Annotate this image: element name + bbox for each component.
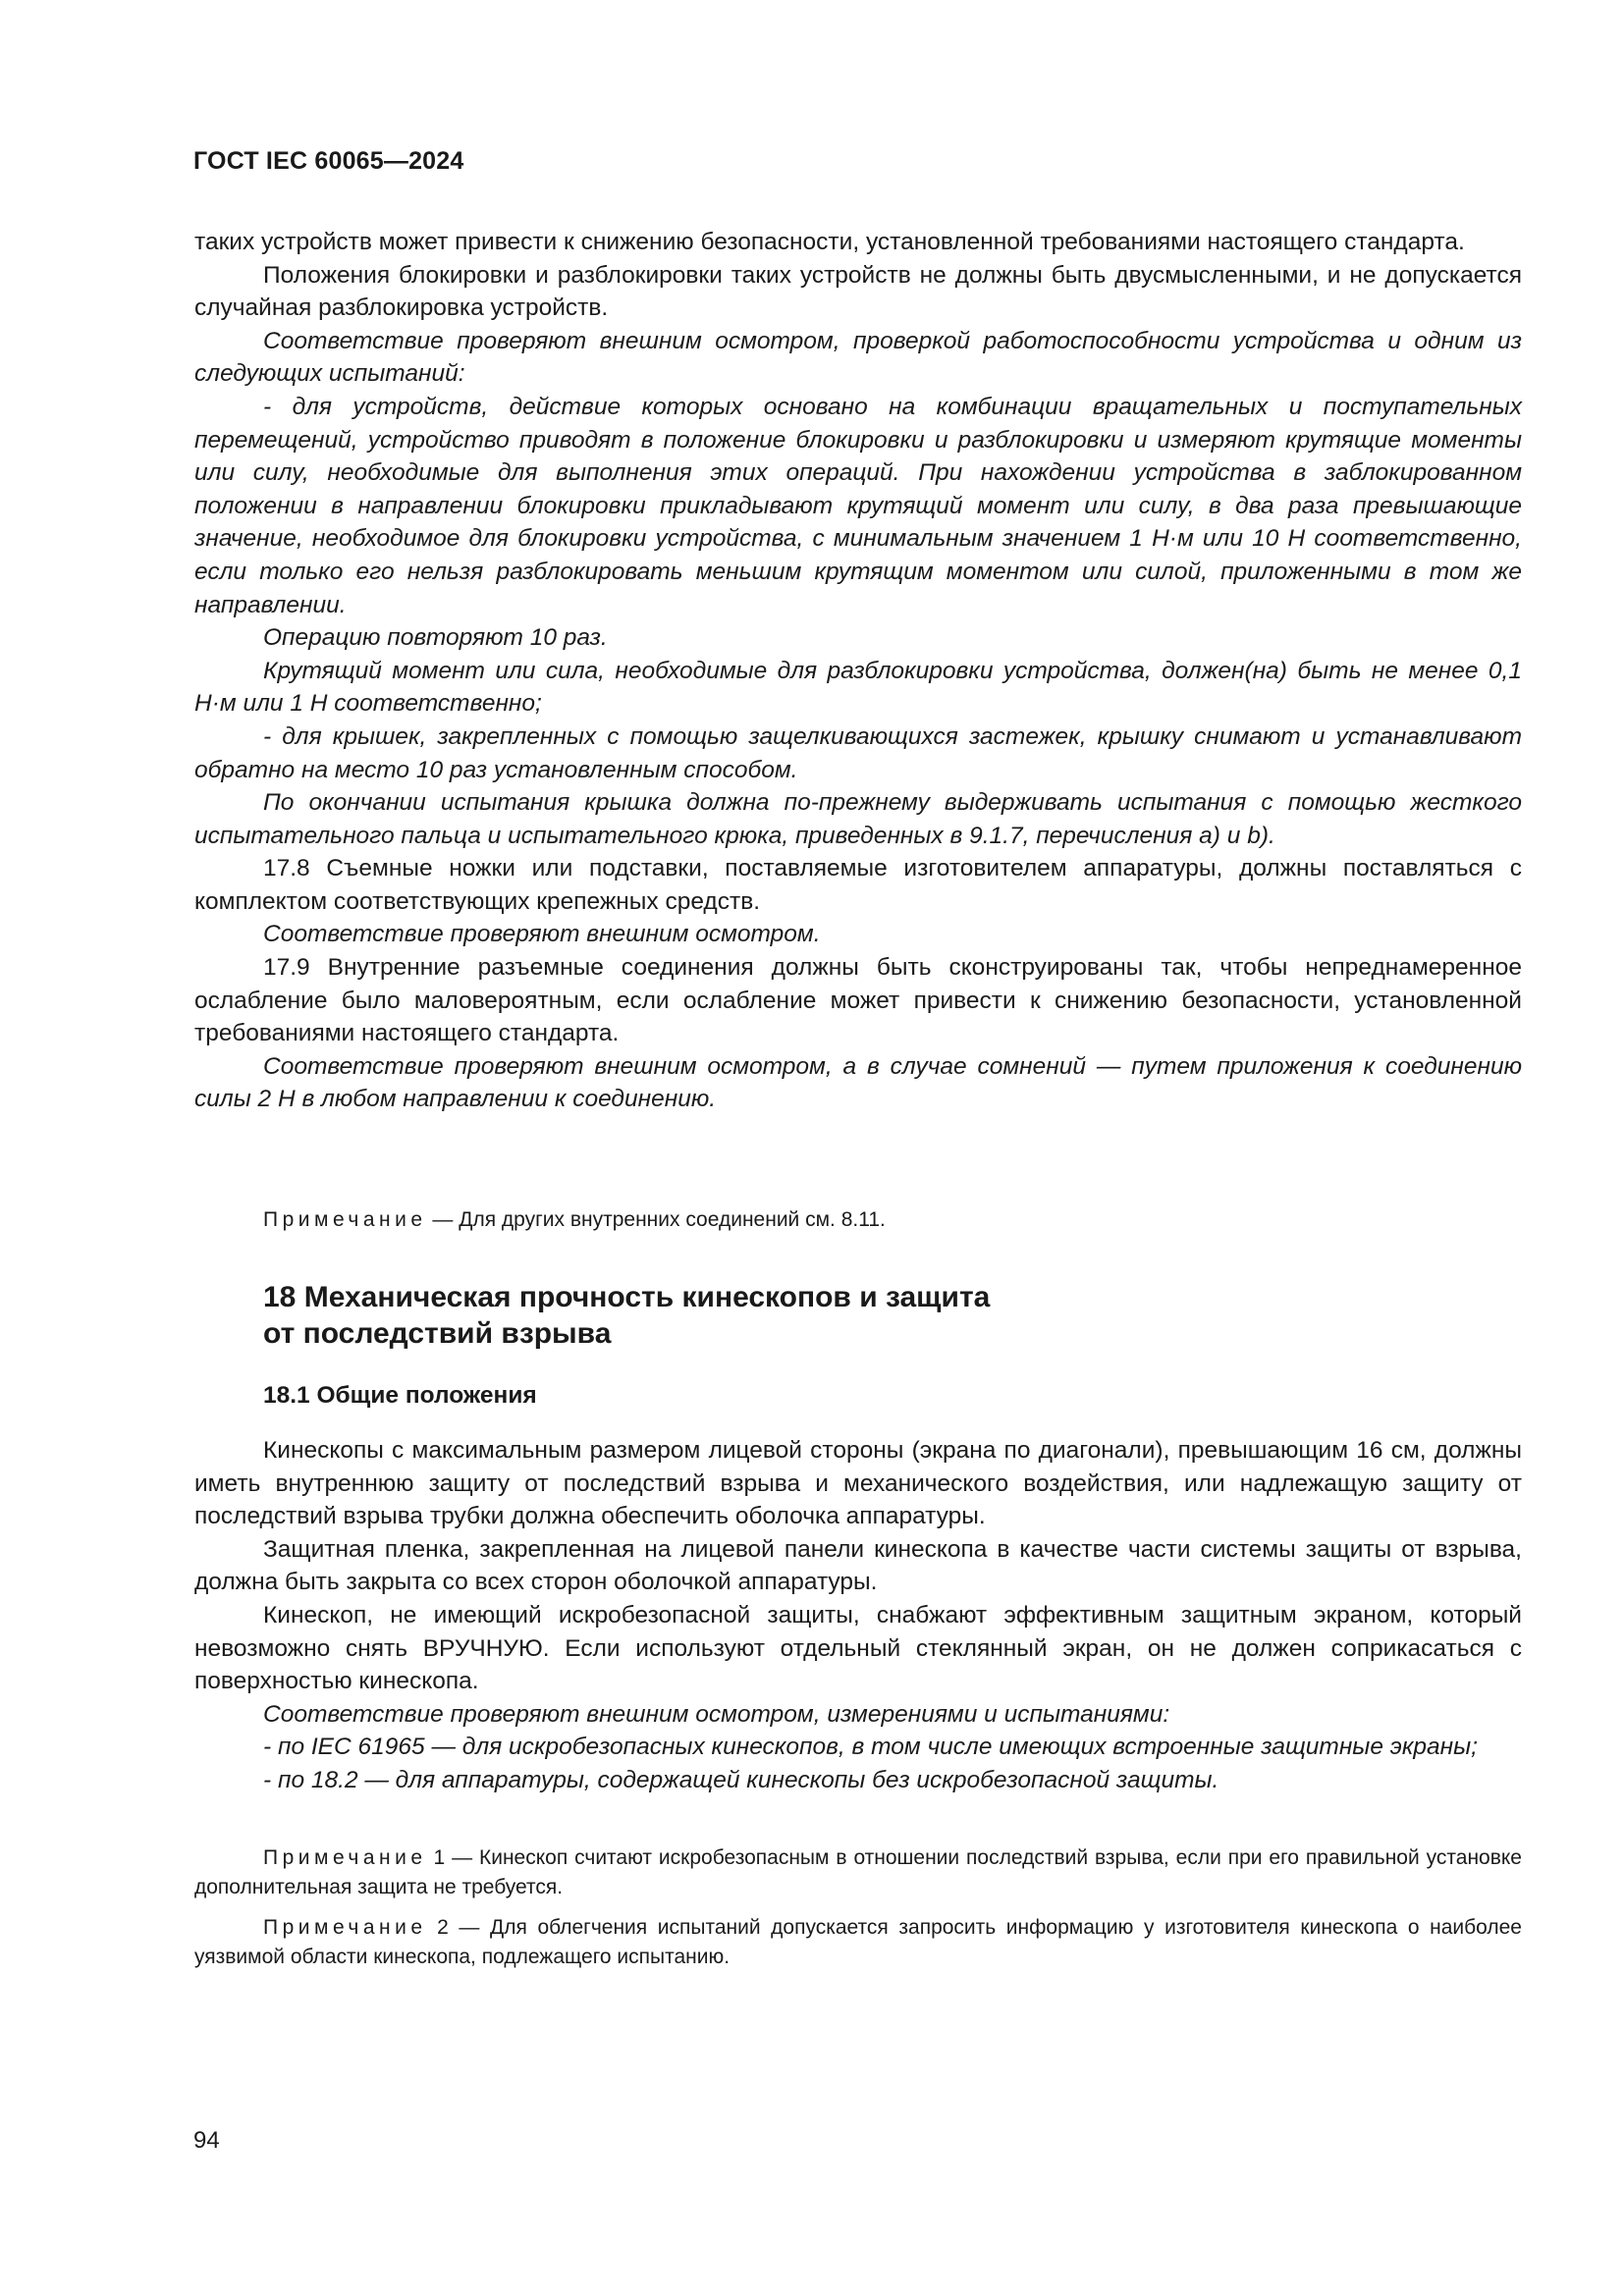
note-1 xyxy=(194,1843,1522,1902)
paragraph-italic: Соответствие проверяют внешним осмотром, проверкой работоспособности устройства и одним из следующих испытаний: xyxy=(194,327,1522,388)
clause-17-8: 17.8 Съемные ножки или подставки, поставляемые изготовителем аппаратуры, должны поставляться с комплектом соответствующих крепежных средств. xyxy=(194,855,1522,915)
paragraph: таких устройств может привести к снижению безопасности, установленной требованиями настоящего стандарта. xyxy=(194,229,1465,255)
note-internal-connections xyxy=(194,1205,1522,1235)
paragraph-italic: Соответствие проверяют внешним осмотром. xyxy=(263,921,821,948)
note-label: Примечание xyxy=(263,1846,427,1869)
clause-17-9: 17.9 Внутренние разъемные соединения должны быть сконструированы так, чтобы непреднамеренное ослабление было маловероятным, если ослабление может привести к снижению безопасности, установленной требованиями настоящего стандарта. xyxy=(194,954,1522,1047)
paragraph: Кинескопы с максимальным размером лицевой стороны (экрана по диагонали), превышающим 16 см, должны иметь внутреннюю защиту от последствий взрыва и механического воздействия, или надлежащую защиту от последствий взрыва трубки должна обеспечить оболочка аппаратуры. xyxy=(194,1437,1522,1530)
body-text-block-1 xyxy=(194,226,1522,1116)
list-item: - по IEC 61965 — для искробезопасных кинескопов, в том числе имеющих встроенные защитные экраны; xyxy=(263,1734,1478,1761)
section-title-line-2: от последствий взрыва xyxy=(263,1317,612,1350)
paragraph-italic: Операцию повторяют 10 раз. xyxy=(263,624,608,652)
page-number: 94 xyxy=(193,2127,220,2154)
paragraph-italic: Соответствие проверяют внешним осмотром, измерениями и испытаниями: xyxy=(263,1700,1170,1728)
section-title xyxy=(263,1279,1441,1352)
note-text: — Для других внутренних соединений см. 8.11. xyxy=(426,1208,886,1231)
document-header: ГОСТ IEC 60065—2024 xyxy=(193,147,464,175)
paragraph: Защитная пленка, закрепленная на лицевой панели кинескопа в качестве части системы защиты от взрыва, должна быть закрыта со всех сторон оболочкой аппаратуры. xyxy=(194,1535,1522,1596)
note-label: Примечание xyxy=(263,1916,427,1939)
subsection-title: 18.1 Общие положения xyxy=(263,1382,537,1409)
paragraph-italic: Крутящий момент или сила, необходимые для разблокировки устройства, должен(на) быть не менее 0,1 Н·м или 1 Н соответственно; xyxy=(194,657,1522,718)
note-2 xyxy=(194,1913,1522,1972)
note-text: 1 — Кинескоп считают искробезопасным в отношении последствий взрыва, если при его правильной установке дополнительная защита не требуется. xyxy=(194,1846,1522,1898)
paragraph: Кинескоп, не имеющий искробезопасной защиты, снабжают эффективным защитным экраном, который невозможно снять ВРУЧНУЮ. Если используют отдельный стеклянный экран, он не должен соприкасаться с поверхностью кинескопа. xyxy=(194,1601,1522,1695)
list-item: - по 18.2 — для аппаратуры, содержащей кинескопы без искробезопасной защиты. xyxy=(263,1766,1219,1793)
note-text: 2 — Для облегчения испытаний допускается запросить информацию у изготовителя кинескопа о наиболее уязвимой области кинескопа, подлежащего испытанию. xyxy=(194,1916,1522,1968)
note-label: Примечание xyxy=(263,1208,427,1231)
list-item: - для устройств, действие которых основано на комбинации вращательных и поступательных перемещений, устройство приводят в положение блокировки и разблокировки и измеряют крутящие моменты или силу, необходимые для выполнения этих операций. При нахождении устройства в заблокированном положении в направлении блокировки прикладывают крутящий момент или силу, в два раза превышающие значение, необходимое для блокировки устройства, с минимальным значением 1 Н·м или 10 Н соответственно, если только его нельзя разблокировать меньшим крутящим моментом или силой, приложенными в том же направлении. xyxy=(194,393,1522,618)
paragraph: Положения блокировки и разблокировки таких устройств не должны быть двусмысленными, и не допускается случайная разблокировка устройств. xyxy=(194,261,1522,322)
paragraph-italic: По окончании испытания крышка должна по-прежнему выдерживать испытания с помощью жесткого испытательного пальца и испытательного крюка, приведенных в 9.1.7, перечисления a) и b). xyxy=(194,789,1522,849)
body-text-block-2 xyxy=(194,1434,1522,1797)
paragraph-italic: Соответствие проверяют внешним осмотром, а в случае сомнений — путем приложения к соединению силы 2 Н в любом направлении к соединению. xyxy=(194,1052,1522,1113)
list-item: - для крышек, закрепленных с помощью защелкивающихся застежек, крышку снимают и устанавливают обратно на место 10 раз установленным способом. xyxy=(194,722,1522,783)
section-title-line-1: 18 Механическая прочность кинескопов и защита xyxy=(263,1281,991,1313)
